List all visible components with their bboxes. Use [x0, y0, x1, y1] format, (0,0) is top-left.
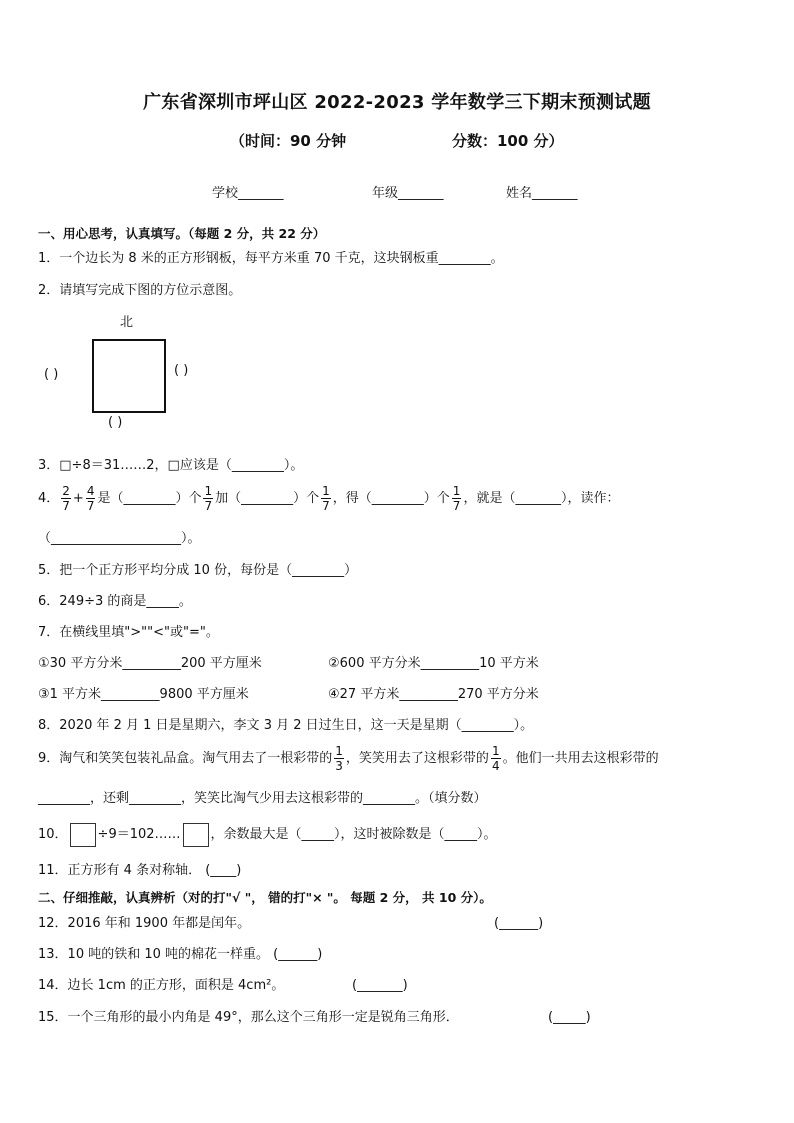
q4-prefix: 4．: [38, 490, 60, 506]
q9-f1-num: 1: [335, 744, 343, 758]
q4-f3-num: 1: [204, 484, 213, 498]
section-1-heading: 一、用心思考，认真填写。（每题 2 分，共 22 分）: [38, 226, 326, 241]
question-10: [38, 823, 497, 847]
q9-f2-num: 1: [491, 744, 500, 758]
diagram-west-blank: ( ): [44, 367, 59, 382]
q4-fraction-5: [452, 484, 462, 513]
q9-text-3: 。他们一共用去这根彩带的: [502, 750, 659, 766]
q10-dividend-box: [70, 823, 96, 847]
q9-fraction-2: [491, 744, 501, 773]
q4-fraction-1: [61, 484, 71, 513]
question-7-item-a: ①30 平方分米_________200 平方厘米: [38, 656, 262, 671]
q4-fraction-3: [203, 484, 213, 513]
q4-f1-den: 7: [62, 499, 70, 513]
q9-text-2: ，笑笑用去了这根彩带的: [345, 750, 489, 766]
question-8: 8．2020 年 2 月 1 日是星期六，李文 3 月 2 日过生日，这一天是星期（________）。: [38, 718, 534, 733]
question-14-blank: (_______): [352, 978, 408, 993]
q4-fraction-4: [321, 484, 331, 513]
question-9: [38, 744, 659, 773]
question-15-blank: (_____): [548, 1010, 591, 1025]
grade-field: 年级_______: [372, 186, 444, 201]
question-1: 1．一个边长为 8 米的正方形钢板，每平方米重 70 千克，这块钢板重________。: [38, 251, 504, 266]
question-7-item-c: ③1 平方米_________9800 平方厘米: [38, 687, 249, 702]
question-13: 13．10 吨的铁和 10 吨的棉花一样重。 (______): [38, 947, 323, 962]
question-4: [38, 484, 619, 513]
q9-f2-den: 4: [491, 759, 500, 773]
q4-f5-den: 7: [452, 499, 461, 513]
direction-square: [92, 339, 166, 413]
question-7-item-b: ②600 平方分米_________10 平方米: [328, 656, 539, 671]
diagram-north-label: 北: [120, 315, 134, 330]
question-12-blank: (______): [494, 916, 544, 931]
question-11: 11．正方形有 4 条对称轴． (____): [38, 863, 242, 878]
question-14: 14．边长 1cm 的正方形，面积是 4cm²。: [38, 978, 285, 993]
school-field: 学校_______: [212, 186, 284, 201]
question-2: 2．请填写完成下图的方位示意图。: [38, 283, 242, 298]
question-9-line-2: ________，还剩________，笑笑比淘气少用去这根彩带的________。（填分数）: [38, 791, 487, 806]
name-field: 姓名_______: [506, 186, 578, 201]
q4-f3-den: 7: [204, 499, 213, 513]
q10-prefix: 10．: [38, 827, 68, 842]
q4-text-2: 加（________）个: [215, 490, 320, 506]
q4-text-1: 是（________）个: [97, 490, 202, 506]
question-7: 7．在横线里填">""<"或"="。: [38, 625, 219, 640]
q10-remainder-box: [183, 823, 209, 847]
q10-suffix: ，余数最大是（_____），这时被除数是（_____）。: [210, 827, 497, 842]
question-4-line-2: （____________________）。: [38, 531, 201, 546]
q4-f2-num: 4: [86, 484, 95, 498]
q4-f4-den: 7: [322, 499, 330, 513]
q4-plus: +: [72, 490, 84, 506]
q9-f1-den: 3: [335, 759, 343, 773]
question-5: 5．把一个正方形平均分成 10 份，每份是（________）: [38, 563, 358, 578]
q4-f5-num: 1: [452, 484, 461, 498]
q9-text-1: 9．淘气和笑笑包装礼品盒。淘气用去了一根彩带的: [38, 750, 333, 766]
question-7-item-d: ④27 平方米_________270 平方分米: [328, 687, 539, 702]
q4-text-3: ，得（________）个: [332, 490, 450, 506]
q4-fraction-2: [86, 484, 96, 513]
exam-time: （时间：90 分钟: [230, 132, 347, 150]
exam-score: 分数：100 分）: [452, 132, 564, 150]
diagram-south-blank: ( ): [108, 415, 123, 430]
q9-fraction-1: [334, 744, 344, 773]
question-3: 3．□÷8＝31……2，□应该是（________）。: [38, 458, 304, 473]
q4-text-4: ，就是（_______），读作：: [463, 490, 620, 506]
q4-f2-den: 7: [86, 499, 95, 513]
question-15: 15．一个三角形的最小内角是 49°，那么这个三角形一定是锐角三角形．: [38, 1010, 459, 1025]
q10-middle: ÷9＝102……: [97, 827, 181, 842]
question-6: 6．249÷3 的商是_____。: [38, 594, 192, 609]
q4-f4-num: 1: [322, 484, 330, 498]
section-2-heading: 二、仔细推敲，认真辨析（对的打"√ "， 错的打"× "。 每题 2 分， 共 10 分）。: [38, 890, 492, 905]
q4-f1-num: 2: [62, 484, 70, 498]
page-title: 广东省深圳市坪山区 2022-2023 学年数学三下期末预测试题: [143, 92, 651, 113]
question-12: 12．2016 年和 1900 年都是闰年。: [38, 916, 251, 931]
diagram-east-blank: ( ): [174, 363, 189, 378]
